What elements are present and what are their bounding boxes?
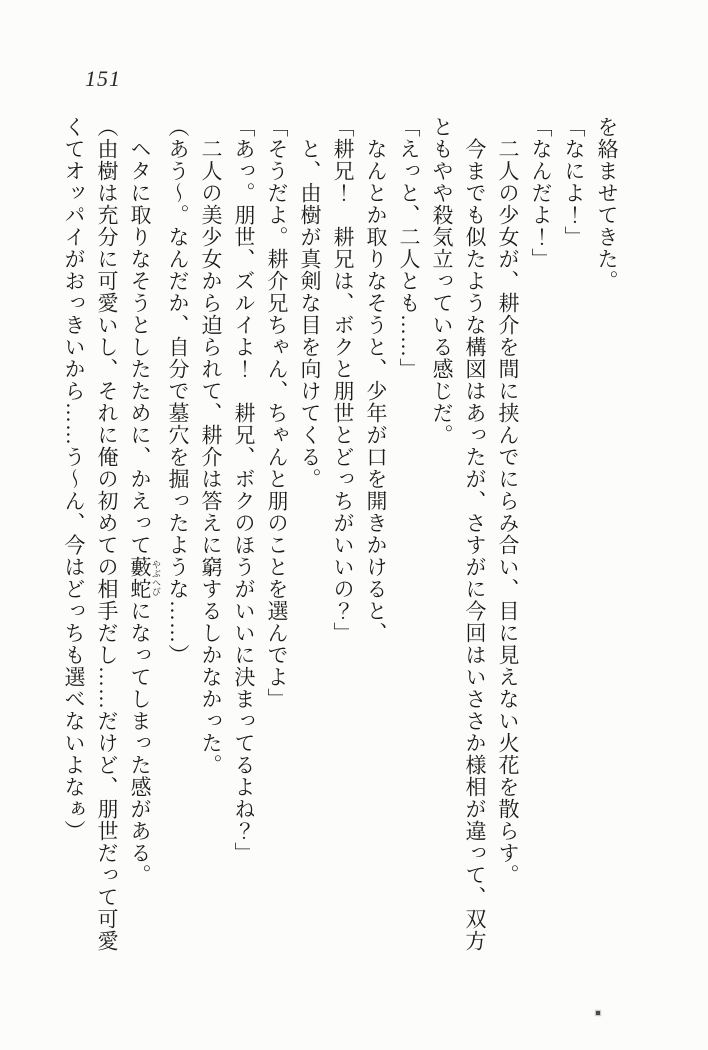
furigana-base: 藪蛇 bbox=[128, 556, 152, 600]
text-line: を絡ませてきた。 bbox=[595, 116, 619, 292]
furigana-ruby bbox=[128, 556, 161, 600]
text-line: （あう～。なんだか、自分で墓穴を掘ったような……） bbox=[166, 116, 190, 666]
text-area bbox=[61, 116, 623, 1021]
text-line: なんとか取りなそうと、少年が口を開きかけると、 bbox=[364, 116, 388, 644]
text-line: 「なによ！」 bbox=[562, 116, 586, 248]
print-speck bbox=[596, 1011, 600, 1015]
text-line: 「なんだよ！」 bbox=[529, 116, 553, 270]
text-line: 二人の少女が、耕介を間に挟んでにらみ合い、目に見えない火花を散らす。 bbox=[496, 116, 520, 886]
text-line: 今までも似たような構図はあったが、さすがに今回はいささか様相が違って、双方 bbox=[463, 116, 487, 952]
text-line: （由樹は充分に可愛いし、それに俺の初めての相手だし……だけど、朋世だって可愛 bbox=[95, 116, 119, 952]
text-line: くてオッパイがおっきいから……う～ん、今はどっちも選べないよなぁ） bbox=[62, 116, 86, 842]
text-line: 「あっ。朋世、ズルイよ！ 耕兄、ボクのほうがいいに決まってるよね？」 bbox=[232, 116, 256, 864]
text-line: 二人の美少女から迫られて、耕介は答えに窮するしかなかった。 bbox=[199, 116, 223, 776]
text-line: 「えっと、二人とも……」 bbox=[397, 116, 421, 380]
text-line: と、由樹が真剣な目を向けてくる。 bbox=[298, 116, 322, 490]
text-line: ヘタに取りなそうとしたために、かえって藪蛇 やぶへびになってしまった感がある。 bbox=[128, 116, 161, 886]
text-line: ともやや殺気立っている感じだ。 bbox=[430, 116, 454, 446]
text-line: 「そうだよ。耕介兄ちゃん、ちゃんと朋のことを選んでよ」 bbox=[265, 116, 289, 710]
page-number: 151 bbox=[85, 66, 121, 91]
furigana-text: やぶへび bbox=[151, 556, 161, 600]
text-line: 「耕兄！ 耕兄は、ボクと朋世とどっちがいいの？」 bbox=[331, 116, 355, 644]
